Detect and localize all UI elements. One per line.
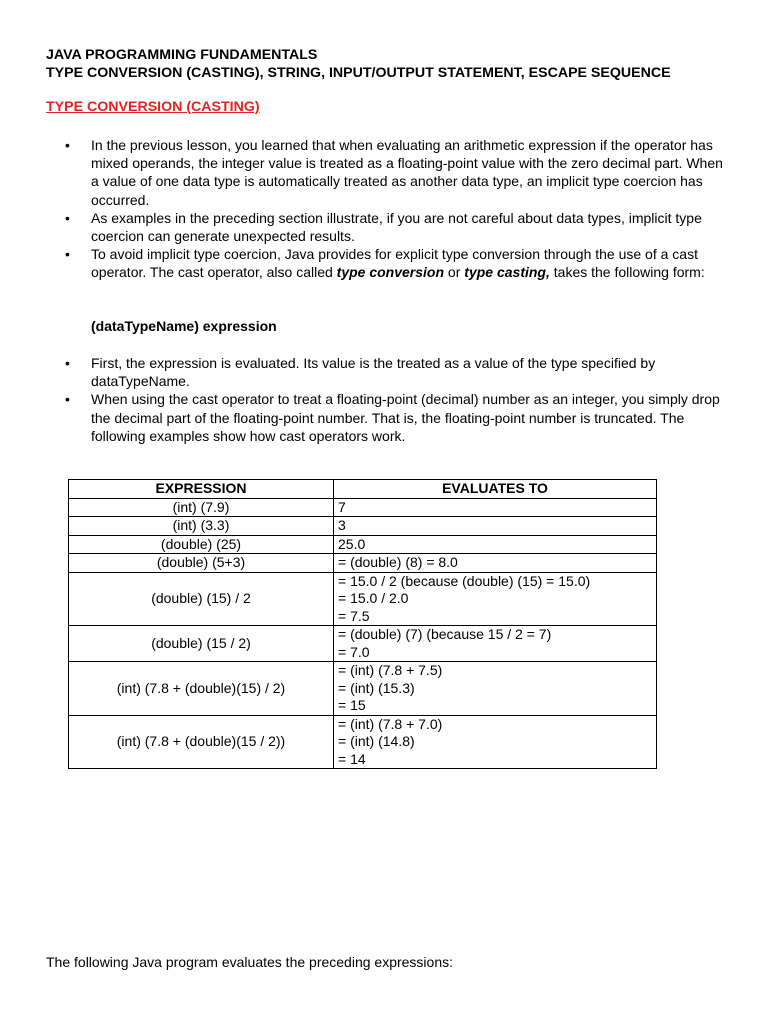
evaluation-step: = 15.0 / 2 (because (double) (15) = 15.0) [338, 572, 591, 589]
bullet-icon: • [65, 137, 70, 153]
evaluation-step: = (int) (14.8) [338, 733, 415, 749]
bullet-text: In the previous lesson, you learned that when evaluating an arithmetic expression if the operator has mixed operands, the integer value is treated as a floating-point value with the zero decimal part. When a value of one data type is automatically treated as another data type, an implicit type coercion has occurred. [91, 137, 723, 208]
evaluates-cell [334, 715, 657, 769]
evaluates-cell [334, 498, 657, 517]
list-item [0, 209, 768, 245]
evaluation-step: = 7.0 [338, 643, 370, 660]
evaluates-cell [334, 517, 657, 536]
evaluation-step: 3 [338, 517, 346, 533]
cast-examples-table [68, 479, 657, 769]
bullet-text: takes the following form: [549, 264, 705, 281]
column-header-expression: EXPRESSION [69, 480, 334, 499]
expression-cell: (double) (15) / 2 [69, 572, 334, 626]
evaluates-cell [334, 572, 657, 626]
evaluation-step: = 14 [338, 750, 366, 767]
evaluation-step: = 7.5 [338, 607, 370, 624]
column-header-evaluates-to: EVALUATES TO [334, 480, 657, 499]
table-row [69, 554, 657, 573]
evaluation-step: = (double) (7) (because 15 / 2 = 7) [338, 626, 552, 642]
section-heading: TYPE CONVERSION (CASTING) [46, 99, 260, 115]
bullet-icon: • [65, 355, 70, 371]
bullet-text: As examples in the preceding section illustrate, if you are not careful about data types, implicit type coercion can generate unexpected results. [91, 209, 702, 245]
document-subtitle: TYPE CONVERSION (CASTING), STRING, INPUT/OUTPUT STATEMENT, ESCAPE SEQUENCE [46, 65, 671, 81]
bullet-icon: • [65, 209, 70, 226]
table-row [69, 535, 657, 554]
table-body [69, 498, 657, 769]
evaluates-cell [334, 554, 657, 573]
expression-cell: (int) (7.9) [69, 498, 334, 517]
evaluation-step: = 15.0 / 2.0 [338, 590, 409, 606]
table-row [69, 517, 657, 536]
footer-paragraph: The following Java program evaluates the preceding expressions: [46, 954, 454, 970]
bullet-text: First, the expression is evaluated. Its value is the treated as a value of the type specified by dataTypeName. [91, 355, 656, 390]
bullet-text: To avoid implicit type coercion, Java provides for explicit type conversion through the use of a cast operator. The cast operator, also called [91, 246, 698, 281]
expression-cell: (double) (15 / 2) [69, 626, 334, 662]
expression-cell: (int) (3.3) [69, 517, 334, 536]
evaluates-cell [334, 626, 657, 662]
evaluation-step: = (double) (8) = 8.0 [338, 554, 458, 570]
evaluation-step: 25.0 [338, 535, 366, 552]
evaluation-step: = (int) (7.8 + 7.5) [338, 662, 443, 678]
expression-cell: (double) (25) [69, 535, 334, 554]
bullet-text: or [444, 264, 465, 281]
evaluation-step: = 15 [338, 697, 366, 713]
table-row [69, 572, 657, 626]
list-item [0, 136, 768, 209]
evaluates-cell [334, 662, 657, 716]
evaluation-step: = (int) (15.3) [338, 679, 415, 696]
evaluation-step: = (int) (7.8 + 7.0) [338, 715, 443, 732]
list-item [0, 245, 768, 281]
list-item [0, 354, 768, 390]
bullet-icon: • [65, 391, 70, 408]
evaluation-step: 7 [338, 498, 346, 515]
table-header-row [69, 480, 657, 499]
evaluates-cell [334, 535, 657, 554]
bullet-icon: • [65, 246, 70, 263]
expression-cell: (int) (7.8 + (double)(15 / 2)) [69, 715, 334, 769]
table-row [69, 715, 657, 769]
cast-syntax: (dataTypeName) expression [91, 318, 277, 334]
table-row [69, 662, 657, 716]
term-type-casting: type casting, [464, 264, 550, 281]
term-type-conversion: type conversion [336, 264, 445, 281]
table-row [69, 626, 657, 662]
bullet-list-details [0, 354, 768, 445]
bullet-text: When using the cast operator to treat a floating-point (decimal) number as an integer, you simply drop the decimal part of the floating-point number. That is, the floating-point number is truncated. The following examples show how cast operators work. [91, 391, 720, 444]
expression-cell: (int) (7.8 + (double)(15) / 2) [69, 662, 334, 716]
list-item [0, 390, 768, 445]
document-title: JAVA PROGRAMMING FUNDAMENTALS [46, 47, 318, 63]
expression-cell: (double) (5+3) [69, 554, 334, 573]
table-row [69, 498, 657, 517]
bullet-list-intro [0, 136, 768, 282]
